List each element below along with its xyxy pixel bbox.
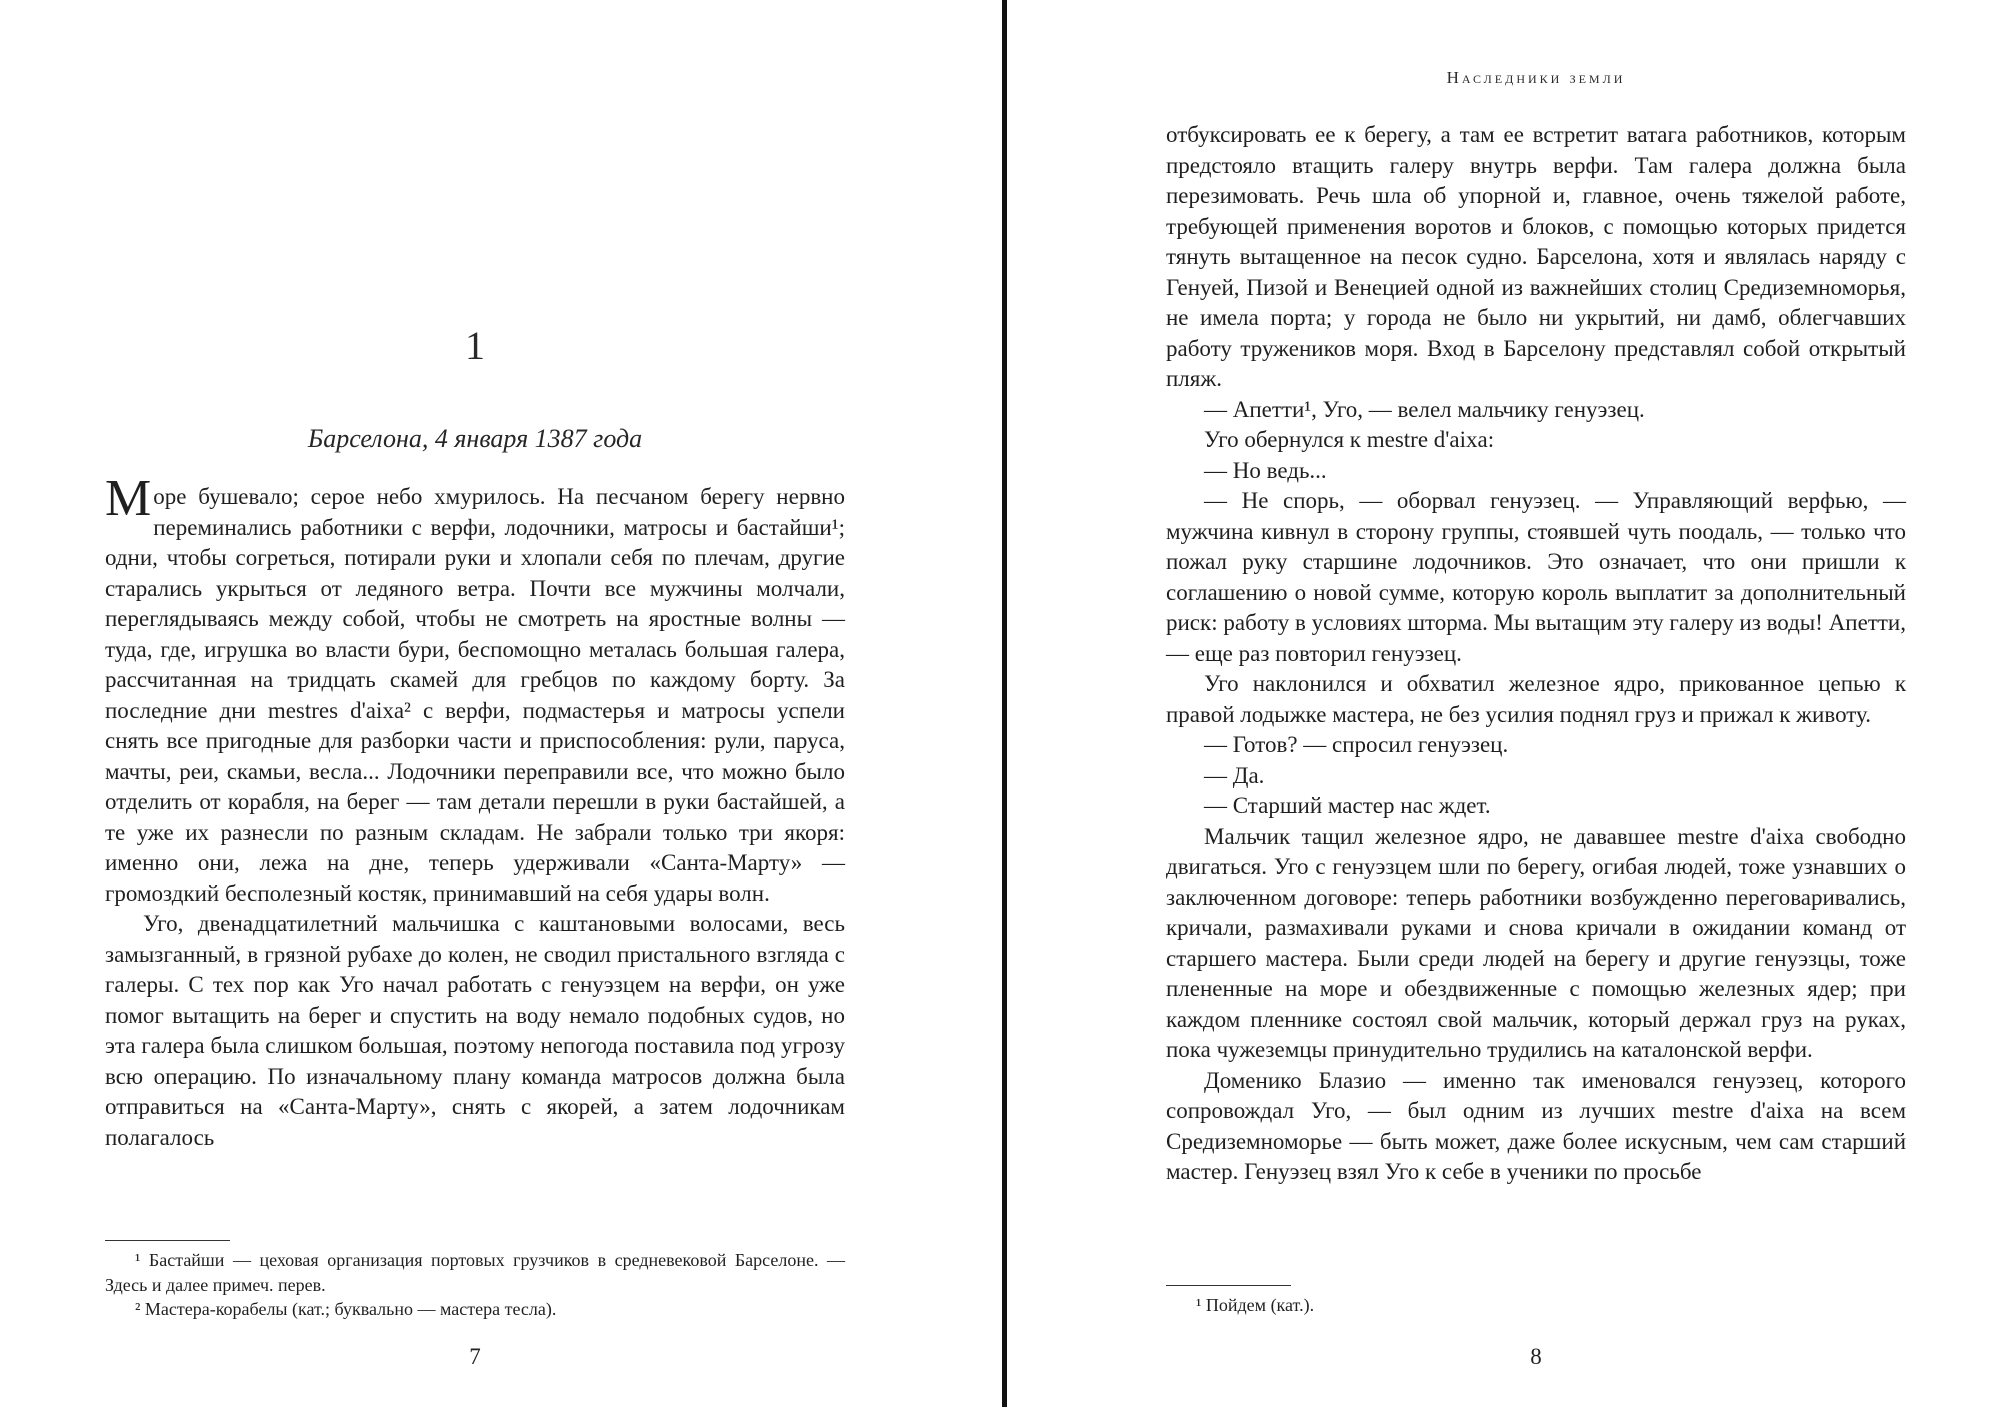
paragraph: Доменико Блазио — именно так именовался генуэзец, которого сопровождал Уго, — был одним из лучших mestre d'aixa на всем Средиземноморье — быть может, даже более искусным, чем сам старший мастер. Генуэзец взял Уго к себе в ученики по просьбе (1166, 1067, 1906, 1184)
paragraph: Уго обернулся к mestre d'aixa: (1204, 427, 1495, 452)
dialogue-line: — Готов? — спросил генуэзец. (1204, 732, 1509, 757)
dialogue-line: — Да. (1204, 762, 1265, 788)
page-gutter-divider (1002, 0, 1007, 1407)
right-page-body (1166, 120, 1906, 1188)
dialogue-line: — Апетти¹, Уго, — велел мальчику генуэзец. (1204, 396, 1645, 422)
paragraph: Уго, двенадцатилетний мальчишка с каштановыми волосами, весь замызганный, в грязной рубахе до колен, не сводил пристального взгляда с галеры. С тех пор как Уго начал работать с генуэзцем на верфи, он уже помог вытащить на берег и спустить на воду немало подобных судов, но эта галера была слишком большая, поэтому непогода поставила под угрозу всю операцию. По изначальному плану команда матросов должна была отправиться на «Санта-Марту», снять с якорей, а затем лодочникам полагалось (105, 911, 845, 1150)
page-number: 7 (469, 1344, 481, 1369)
footnote: ¹ Бастайши — цеховая организация портовых грузчиков в средневековой Барселоне. — Здесь и далее примеч. перев. (105, 1250, 845, 1295)
left-page-body (105, 470, 845, 1153)
left-page-footnotes (105, 1248, 845, 1322)
chapter-number: 1 (465, 323, 485, 368)
paragraph: Уго наклонился и обхватил железное ядро, прикованное цепью к правой лодыжке мастера, не без усилия поднял груз и прижал к животу. (1166, 671, 1906, 727)
paragraph: Мальчик тащил железное ядро, не дававшее mestre d'aixa свободно двигаться. Уго с генуэзцем шли по берегу, огибая людей, тоже узнавших о заключенном договоре: теперь работники возбужденно переговаривались, кричали, размахивали руками и снова кричали в ожидании команд от старшего мастера. Были среди людей на берегу и другие генуэзцы, тоже плененные на море и обездвиженные с помощью железных ядер; при каждом пленнике состоял свой мальчик, который держал груз на руках, пока чужеземцы принудительно трудились на каталонской верфи. (1166, 823, 1906, 1062)
paragraph: Море бушевало; серое небо хмурилось. На песчаном берегу нервно переминались работники с верфи, лодочники, матросы и бастайши¹; одни, чтобы согреться, потирали руки и хлопали себя по плечам, другие старались укрыться от ледяного ветра. Почти все мужчины молчали, переглядываясь между собой, чтобы не смотреть на яростные волны — туда, где, игрушка во власти бури, беспомощно металась большая галера, рассчитанная на тридцать скамей для гребцов по каждому борту. За последние дни mestres d'aixa² с верфи, подмастерья и матросы успели снять все пригодные для разборки части и приспособления: рули, паруса, мачты, реи, скамьи, весла... Лодочники переправили все, что можно было отделить от корабля, на берег — там детали перешли в руки бастайшей, а те уже их разнесли по разным складам. Не забрали только три якоря: именно они, лежа на дне, теперь удерживали «Санта-Марту» — громоздкий бесполезный костяк, принимавший на себя удары волн. (105, 470, 845, 906)
footnote: ² Мастера-корабелы (кат.; буквально — мастера тесла). (135, 1299, 557, 1319)
footnote-divider (105, 1240, 230, 1241)
right-page (1166, 0, 1906, 1407)
right-page-footnotes (1166, 1293, 1906, 1318)
chapter-place-date: Барселона, 4 января 1387 года (307, 424, 643, 453)
footnote: ¹ Пойдем (кат.). (1196, 1295, 1315, 1315)
page-number: 8 (1530, 1344, 1542, 1369)
running-head: Наследники земли (1446, 68, 1626, 87)
dialogue-line: — Но ведь... (1204, 457, 1327, 483)
left-page (105, 0, 845, 1407)
dialogue-line: — Не спорь, — оборвал генуэзец. — Управляющий верфью, — мужчина кивнул в сторону группы, стоявшей чуть поодаль, — только что пожал руку старшине лодочников. Это означает, что они пришли к соглашению о новой сумме, которую король выплатит за дополнительный риск: работу в условиях шторма. Мы вытащим эту галеру из воды! Апетти, — еще раз повторил генуэзец. (1166, 488, 1906, 666)
paragraph: отбуксировать ее к берегу, а там ее встретит ватага работников, которым предстояло втащить галеру внутрь верфи. Там галера должна была перезимовать. Речь шла об упорной и, главное, очень тяжелой работе, требующей применения воротов и блоков, с помощью которых придется тянуть вытащенное на песок судно. Барселона, хотя и являлась наряду с Генуей, Пизой и Венецией одной из важнейших столиц Средиземноморья, не имела порта; у города не было ни укрытий, ни дамб, облегчавших работу тружеников моря. Вход в Барселону представлял собой открытый пляж. (1166, 122, 1906, 391)
footnote-divider (1166, 1285, 1291, 1286)
dialogue-line: — Старший мастер нас ждет. (1204, 793, 1491, 818)
